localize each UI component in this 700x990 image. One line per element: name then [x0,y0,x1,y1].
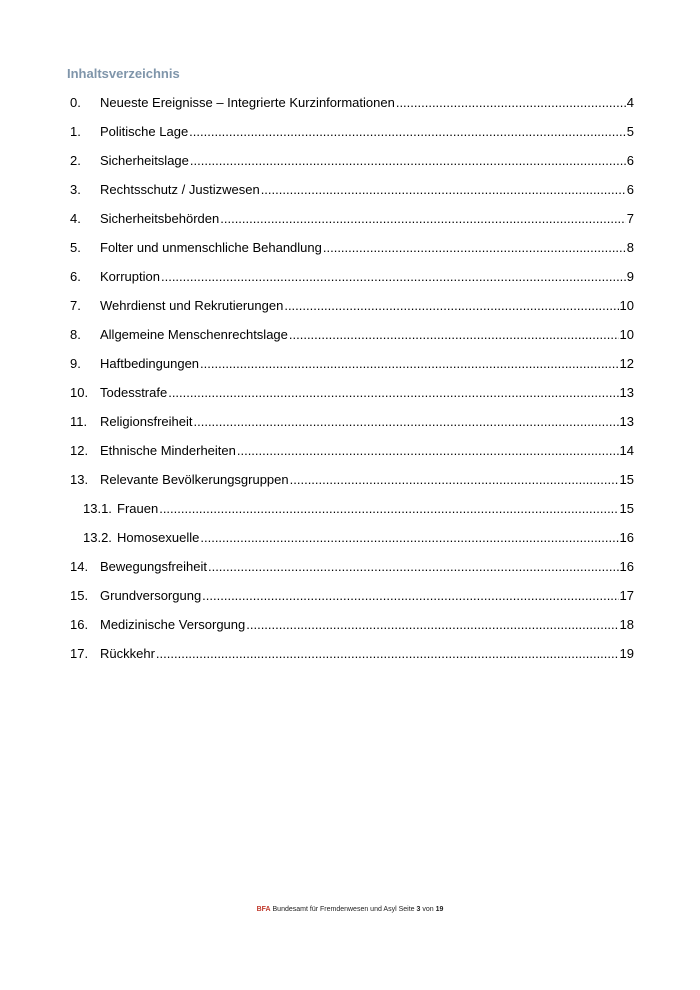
dot-leader [200,530,618,546]
toc-entry-title: Sicherheitslage [100,152,189,168]
toc-entry-9[interactable] [70,349,634,378]
toc-entry-2[interactable] [70,146,634,175]
toc-entry-number: 3. [70,181,81,197]
dot-leader [261,182,626,198]
bfa-logo-text: BFA [256,906,271,913]
footer-page-current: 3 [416,906,421,913]
toc-entry-number: 13. [70,471,89,487]
toc-entry-title: Bewegungsfreiheit [100,558,207,574]
toc-entry-number: 2. [70,152,81,168]
page-footer [0,906,700,913]
toc-entry-13-1[interactable] [70,494,634,523]
toc-entry-13-2[interactable] [70,523,634,552]
dot-leader [189,124,626,140]
toc-entry-1[interactable] [70,117,634,146]
dot-leader [168,385,618,401]
toc-entry-page: 15 [619,471,634,487]
toc-entry-title: Rechtsschutz / Justizwesen [100,181,260,197]
dot-leader [284,298,618,314]
dot-leader [159,501,618,517]
toc-entry-title: Rückkehr [100,645,155,661]
toc-entry-title: Ethnische Minderheiten [100,442,236,458]
toc-entry-title: Wehrdienst und Rekrutierungen [100,297,284,313]
toc-entry-page: 10 [619,297,634,313]
toc-heading: Inhaltsverzeichnis [67,66,180,81]
toc-entry-title: Todesstrafe [100,384,168,400]
toc-entry-5[interactable] [70,233,634,262]
dot-leader [246,617,618,633]
toc-entry-page: 17 [619,587,634,603]
footer-org-name: Bundesamt für Fremdenwesen und Asyl [272,906,397,913]
footer-page-word: Seite [398,906,415,913]
toc-entry-15[interactable] [70,581,634,610]
toc-entry-number: 15. [70,587,89,603]
toc-entry-number: 10. [70,384,89,400]
toc-entry-page: 6 [626,181,634,197]
toc-entry-title: Frauen [117,500,159,516]
toc-entry-title: Neueste Ereignisse – Integrierte Kurzinformationen [100,94,395,110]
dot-leader [202,588,618,604]
dot-leader [161,269,626,285]
table-of-contents [70,88,634,668]
toc-entry-page: 6 [626,152,634,168]
toc-entry-page: 9 [626,268,634,284]
dot-leader [190,153,626,169]
toc-entry-title: Politische Lage [100,123,189,139]
toc-entry-10[interactable] [70,378,634,407]
footer-of-word: von [422,906,434,913]
toc-entry-page: 10 [619,326,634,342]
toc-entry-3[interactable] [70,175,634,204]
dot-leader [289,327,619,343]
dot-leader [237,443,619,459]
toc-entry-number: 13.2. [83,529,112,545]
toc-entry-12[interactable] [70,436,634,465]
toc-entry-number: 11. [70,413,88,429]
toc-entry-16[interactable] [70,610,634,639]
dot-leader [194,414,619,430]
toc-entry-number: 12. [70,442,89,458]
toc-entry-page: 12 [619,355,634,371]
toc-entry-page: 14 [619,442,634,458]
toc-entry-title: Folter und unmenschliche Behandlung [100,239,322,255]
toc-entry-page: 18 [619,616,634,632]
toc-entry-number: 14. [70,558,89,574]
toc-entry-4[interactable] [70,204,634,233]
dot-leader [220,211,626,227]
toc-entry-number: 1. [70,123,81,139]
toc-entry-page: 13 [619,384,634,400]
toc-entry-title: Allgemeine Menschenrechtslage [100,326,288,342]
dot-leader [156,646,619,662]
toc-entry-6[interactable] [70,262,634,291]
toc-entry-number: 5. [70,239,81,255]
toc-entry-page: 16 [619,558,634,574]
toc-entry-11[interactable] [70,407,634,436]
toc-entry-14[interactable] [70,552,634,581]
toc-entry-page: 16 [619,529,634,545]
toc-entry-number: 4. [70,210,81,226]
toc-entry-page: 19 [619,645,634,661]
toc-entry-number: 0. [70,94,81,110]
toc-entry-number: 8. [70,326,81,342]
toc-entry-title: Religionsfreiheit [100,413,193,429]
dot-leader [396,95,626,111]
toc-entry-number: 7. [70,297,81,313]
footer-page-total: 19 [435,906,444,913]
dot-leader [323,240,626,256]
toc-entry-0[interactable] [70,88,634,117]
toc-entry-8[interactable] [70,320,634,349]
toc-entry-number: 6. [70,268,81,284]
toc-entry-title: Relevante Bevölkerungsgruppen [100,471,289,487]
toc-entry-page: 4 [626,94,634,110]
toc-entry-title: Sicherheitsbehörden [100,210,220,226]
toc-entry-page: 13 [619,413,634,429]
dot-leader [290,472,619,488]
toc-entry-7[interactable] [70,291,634,320]
toc-entry-number: 9. [70,355,81,371]
toc-entry-title: Medizinische Versorgung [100,616,246,632]
dot-leader [200,356,619,372]
toc-entry-title: Korruption [100,268,160,284]
toc-entry-number: 16. [70,616,89,632]
toc-entry-number: 17. [70,645,89,661]
toc-entry-title: Homosexuelle [117,529,200,545]
toc-entry-number: 13.1. [83,500,112,516]
toc-entry-page: 15 [619,500,634,516]
toc-entry-13[interactable] [70,465,634,494]
toc-entry-title: Haftbedingungen [100,355,200,371]
toc-entry-page: 7 [626,210,634,226]
dot-leader [208,559,619,575]
toc-entry-page: 8 [626,239,634,255]
toc-entry-17[interactable] [70,639,634,668]
toc-entry-page: 5 [626,123,634,139]
toc-entry-title: Grundversorgung [100,587,202,603]
